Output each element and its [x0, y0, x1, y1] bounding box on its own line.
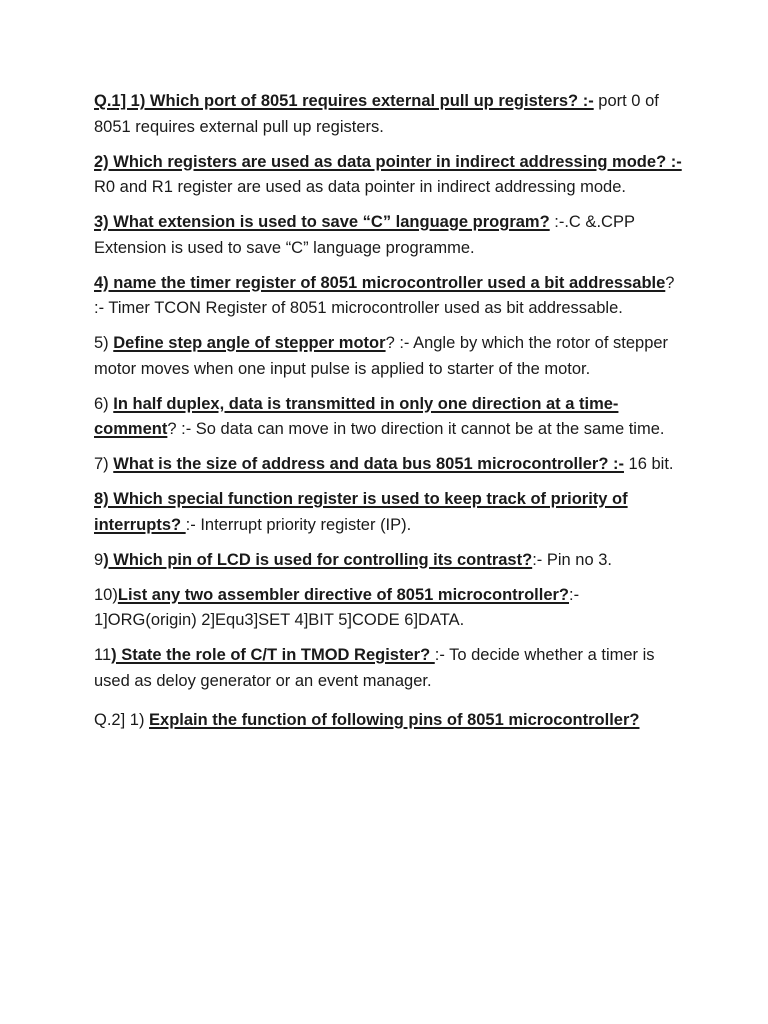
- qa-item-9: [94, 548, 684, 574]
- question-text: In half duplex, data is transmitted in only one direction at a time-comment: [94, 394, 619, 438]
- question-text: What is the size of address and data bus 8051 microcontroller? :-: [113, 455, 624, 473]
- question-number: 5): [94, 334, 114, 352]
- document-page: [94, 89, 684, 743]
- question-number: 7): [94, 455, 114, 473]
- question-text: Define step angle of stepper motor: [113, 334, 386, 352]
- answer-text: 16 bit.: [623, 455, 674, 473]
- question-number: 6): [94, 394, 114, 413]
- question-text: List any two assembler directive of 8051 microcontroller?: [117, 585, 570, 604]
- answer-text: :-.C &.CPP Extension is used to save “C” language programme.: [94, 213, 635, 257]
- question-text: ) Which pin of LCD is used for controlling its contrast?: [103, 550, 533, 569]
- question-number: 9: [94, 550, 104, 569]
- answer-text: ? :- So data can move in two direction it cannot be at the same time.: [167, 420, 665, 438]
- qa-item-10: [94, 583, 684, 634]
- question-text: ) State the role of C/T in TMOD Register?: [111, 646, 435, 664]
- qa-item-3: [94, 210, 684, 261]
- qa-item-11: [94, 643, 684, 694]
- qa-item-1: [94, 89, 684, 140]
- question-text: 2) Which registers are used as data pointer in indirect addressing mode? :-: [94, 152, 682, 171]
- question-text: 3) What extension is used to save “C” language program?: [94, 213, 550, 231]
- qa-item-12: [94, 708, 684, 734]
- answer-text: R0 and R1 register are used as data pointer in indirect addressing mode.: [94, 178, 626, 196]
- question-text: 4) name the timer register of 8051 microcontroller used a bit addressable: [94, 273, 666, 292]
- qa-item-6: [94, 392, 684, 443]
- question-text: Q.1] 1) Which port of 8051 requires external pull up registers? :-: [94, 92, 594, 110]
- question-number: 11: [94, 646, 112, 664]
- qa-item-8: [94, 487, 684, 538]
- question-number: 10): [94, 585, 118, 604]
- question-text: Explain the function of following pins of 8051 microcontroller?: [149, 711, 640, 729]
- qa-item-5: [94, 331, 684, 382]
- answer-text: ? :- Angle by which the rotor of stepper motor moves when one input pulse is applied to starter of the motor.: [94, 334, 669, 378]
- answer-text: port 0 of 8051 requires external pull up registers.: [94, 92, 659, 136]
- answer-text: :- Pin no 3.: [532, 550, 612, 569]
- question-text: 8) Which special function register is used to keep track of priority of interrupts?: [94, 490, 628, 534]
- qa-item-2: [94, 150, 684, 201]
- answer-text: :- To decide whether a timer is used as deloy generator or an event manager.: [94, 646, 655, 690]
- qa-item-7: [94, 452, 684, 478]
- answer-text: ? :- Timer TCON Register of 8051 microcontroller used as bit addressable.: [94, 273, 675, 317]
- question-number: Q.2] 1): [94, 711, 150, 729]
- qa-item-4: [94, 271, 684, 322]
- answer-text: :- Interrupt priority register (IP).: [185, 515, 412, 534]
- answer-text: :- 1]ORG(origin) 2]Equ3]SET 4]BIT 5]CODE 6]DATA.: [94, 585, 580, 629]
